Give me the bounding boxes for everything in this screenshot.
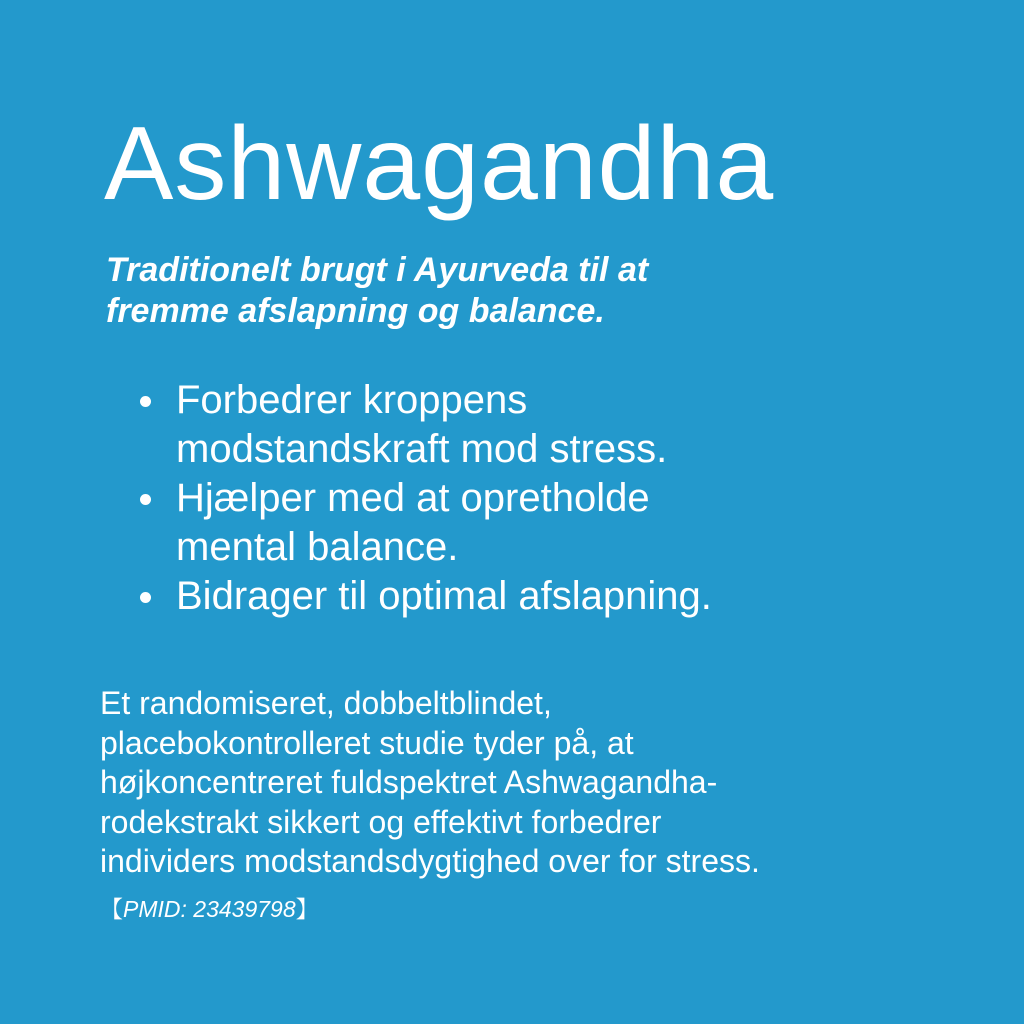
study-description <box>100 684 760 882</box>
study-line: højkoncentreret fuldspektret Ashwagandha- <box>100 764 718 800</box>
list-item-text <box>176 572 712 621</box>
list-item-text <box>176 376 712 474</box>
list-item <box>140 376 712 474</box>
bullet-dot-icon <box>140 592 151 603</box>
bullet-dot-icon <box>140 396 151 407</box>
benefit-list <box>140 376 712 621</box>
citation <box>100 893 319 925</box>
subtitle-line: fremme afslapning og balance. <box>106 292 605 330</box>
bullet-dot-icon <box>140 494 151 505</box>
citation-pmid: PMID: 23439798 <box>123 896 296 922</box>
list-item <box>140 572 712 621</box>
list-item-line: Bidrager til optimal afslapning. <box>176 574 712 618</box>
study-line: individers modstandsdygtighed over for stress. <box>100 843 760 879</box>
list-item <box>140 474 712 572</box>
study-line: Et randomiseret, dobbeltblindet, <box>100 685 552 721</box>
list-item-line: Forbedrer kroppens <box>176 378 528 422</box>
study-line: placebokontrolleret studie tyder på, at <box>100 724 634 761</box>
page-title: Ashwagandha <box>104 106 775 222</box>
citation-open-bracket: 【 <box>100 896 123 922</box>
study-line: rodekstrakt sikkert og effektivt forbedrer <box>100 803 662 840</box>
list-item-line: modstandskraft mod stress. <box>176 427 668 471</box>
list-item-line: Hjælper med at opretholde <box>176 476 650 520</box>
subtitle-line: Traditionelt brugt i Ayurveda til at <box>106 251 649 289</box>
list-item-line: mental balance. <box>176 525 459 569</box>
subtitle <box>106 250 648 332</box>
citation-close-bracket: 】 <box>295 896 319 922</box>
list-item-text <box>176 474 712 572</box>
